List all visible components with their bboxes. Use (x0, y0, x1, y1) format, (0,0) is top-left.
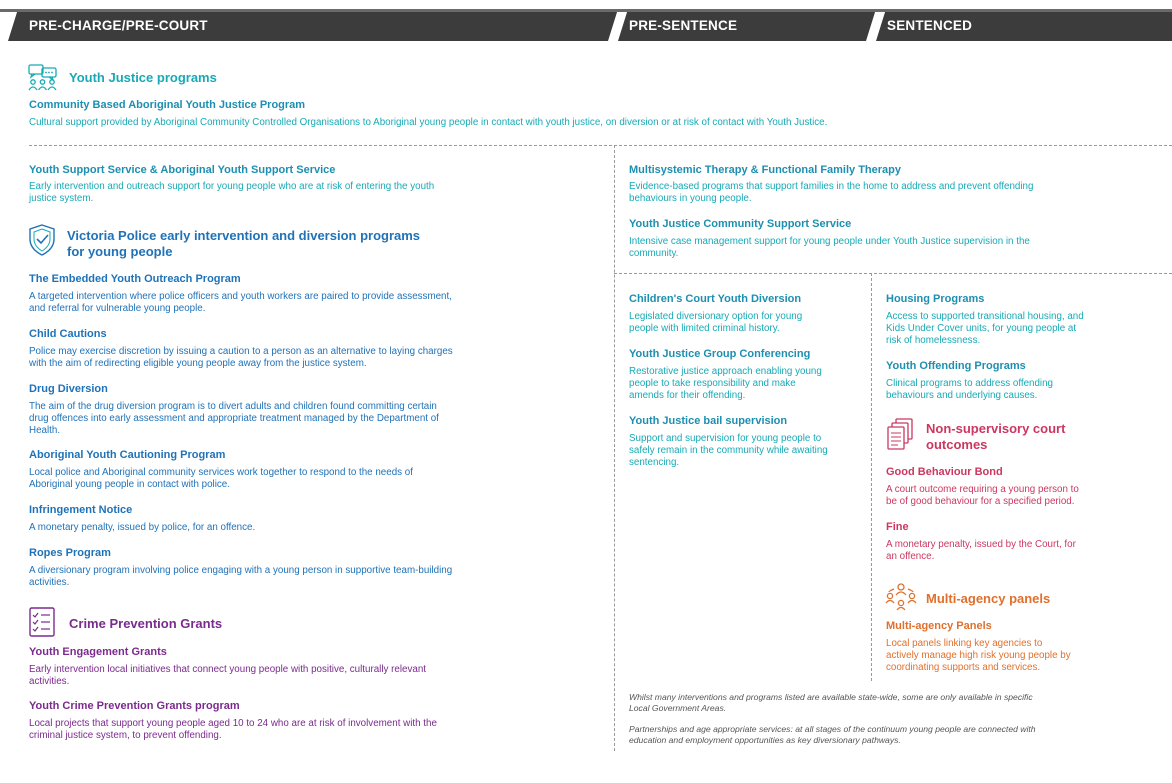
police-title-1: Victoria Police early intervention and diversion programs (67, 228, 421, 243)
police-item-desc: drug offences into early assessment and appropriate treatment managed by the Department of (29, 413, 439, 424)
shield-check-icon (28, 224, 56, 256)
documents-icon (886, 418, 914, 452)
court-outcome-desc: an offence. (886, 551, 935, 562)
court-outcome-title: Good Behaviour Bond (886, 466, 1003, 478)
pre-sentence-item-desc: amends for their offending. (629, 390, 746, 401)
police-item-title: Aboriginal Youth Cautioning Program (29, 449, 226, 461)
pre-sentence-item-title: Youth Justice Group Conferencing (629, 348, 811, 360)
youth-support-title: Youth Support Service & Aboriginal Youth Support Service (29, 164, 336, 176)
grant-title: Youth Crime Prevention Grants program (29, 700, 240, 712)
header-pre-sentence: PRE-SENTENCE (629, 18, 738, 33)
multi-agency-desc: actively manage high risk young people by (886, 650, 1071, 661)
police-item-desc: Police may exercise discretion by issuing a caution to a person as an alternative to laying charges (29, 346, 453, 357)
pre-sentence-item-desc: people to take responsibility and make (629, 378, 796, 389)
header-sentenced: SENTENCED (887, 18, 973, 33)
multi-agency-desc: Local panels linking key agencies to (886, 638, 1043, 649)
checklist-icon (28, 606, 56, 638)
therapy-title: Multisystemic Therapy & Functional Family Therapy (629, 164, 902, 176)
pre-sentence-item-desc: Legislated diversionary option for young (629, 311, 803, 322)
multi-agency-title: Multi-agency panels (926, 591, 1051, 606)
community-support-desc: community. (629, 248, 679, 259)
sentenced-item-desc: behaviours and underlying causes. (886, 390, 1038, 401)
footnote-availability: Whilst many interventions and programs listed are available state-wide, some are only available in specific (629, 692, 1033, 702)
sentenced-item-desc: Kids Under Cover units, for young people at (886, 323, 1077, 334)
police-item-title: The Embedded Youth Outreach Program (29, 273, 241, 285)
police-item-desc: A monetary penalty, issued by police, for an offence. (29, 522, 256, 533)
community-program-title: Community Based Aboriginal Youth Justice Program (29, 99, 306, 111)
police-item-title: Infringement Notice (29, 504, 133, 516)
community-program-desc: Cultural support provided by Aboriginal Community Controlled Organisations to Aboriginal young people in contact with youth justice, on diversion or at risk of contact with Youth Justice. (29, 117, 828, 128)
pre-sentence-item-title: Youth Justice bail supervision (629, 415, 788, 427)
police-item-title: Drug Diversion (29, 383, 108, 395)
divider-main-vertical (614, 145, 615, 751)
people-chat-icon (28, 64, 58, 92)
grant-desc: criminal justice system, to prevent offending. (29, 730, 222, 741)
sentenced-item-desc: risk of homelessness. (886, 335, 981, 346)
grant-desc: activities. (29, 676, 70, 687)
sentenced-item-desc: Clinical programs to address offending (886, 378, 1054, 389)
non-supervisory-title-1: Non-supervisory court (926, 421, 1066, 436)
crime-prevention-title: Crime Prevention Grants (69, 616, 223, 631)
non-supervisory-title-2: outcomes (926, 437, 988, 452)
police-item-desc: Health. (29, 425, 61, 436)
multi-agency-desc: coordinating supports and services. (886, 662, 1041, 673)
police-item-desc: and referral for vulnerable young people. (29, 303, 206, 314)
group-icon (885, 581, 917, 611)
divider-main-horizontal (29, 145, 1172, 146)
police-item-desc: A targeted intervention where police officers and youth workers are paired to provide assessment, (29, 291, 452, 302)
police-item-desc: activities. (29, 577, 70, 588)
multi-agency-item-title: Multi-agency Panels (886, 620, 992, 632)
pre-sentence-item-desc: people with limited criminal history. (629, 323, 780, 334)
police-item-desc: Local police and Aboriginal community services work together to respond to the needs of (29, 467, 413, 478)
court-outcome-title: Fine (886, 521, 909, 533)
sentenced-item-title: Housing Programs (886, 293, 985, 305)
police-title-2: for young people (67, 244, 173, 259)
therapy-desc: behaviours in young people. (629, 193, 752, 204)
police-item-title: Ropes Program (29, 547, 111, 559)
police-item-desc: A diversionary program involving police engaging with a young person in supportive team-building (29, 565, 453, 576)
police-item-title: Child Cautions (29, 328, 107, 340)
pre-sentence-item-desc: safely remain in the community while awaiting (629, 445, 828, 456)
footnote-partnerships: education and employment opportunities as key diversionary pathways. (629, 735, 901, 745)
youth-justice-title: Youth Justice programs (69, 70, 217, 85)
police-item-desc: with the aim of redirecting eligible young people away from the justice system. (29, 358, 367, 369)
header-pre-charge: PRE-CHARGE/PRE-COURT (29, 18, 208, 33)
community-support-title: Youth Justice Community Support Service (629, 218, 852, 230)
court-outcome-desc: be of good behaviour for a specified period. (886, 496, 1075, 507)
sentenced-item-title: Youth Offending Programs (886, 360, 1026, 372)
police-item-desc: Aboriginal young people in contact with police. (29, 479, 230, 490)
grant-desc: Early intervention local initiatives that connect young people with positive, culturally relevant (29, 664, 426, 675)
community-support-desc: Intensive case management support for young people under Youth Justice supervision in the (629, 236, 1030, 247)
footnote-availability: Local Government Areas. (629, 703, 727, 713)
police-item-desc: The aim of the drug diversion program is to divert adults and children found committing certain (29, 401, 437, 412)
pre-sentence-item-title: Children's Court Youth Diversion (629, 293, 802, 305)
grant-title: Youth Engagement Grants (29, 646, 167, 658)
youth-support-desc-2: justice system. (29, 193, 94, 204)
pre-sentence-item-desc: Restorative justice approach enabling young (629, 366, 822, 377)
footnote-partnerships: Partnerships and age appropriate services: at all stages of the continuum young people are connected with (629, 724, 1036, 734)
pre-sentence-item-desc: Support and supervision for young people to (629, 433, 822, 444)
divider-right-vertical (871, 273, 872, 681)
youth-support-desc-1: Early intervention and outreach support for young people who are at risk of entering the youth (29, 181, 435, 192)
divider-right-horizontal (614, 273, 1172, 274)
sentenced-item-desc: Access to supported transitional housing, and (886, 311, 1084, 322)
grant-desc: Local projects that support young people aged 10 to 24 who are at risk of involvement with the (29, 718, 437, 729)
pre-sentence-item-desc: sentencing. (629, 457, 680, 468)
court-outcome-desc: A monetary penalty, issued by the Court, for (886, 539, 1076, 550)
therapy-desc: Evidence-based programs that support families in the home to address and prevent offending (629, 181, 1034, 192)
court-outcome-desc: A court outcome requiring a young person to (886, 484, 1079, 495)
